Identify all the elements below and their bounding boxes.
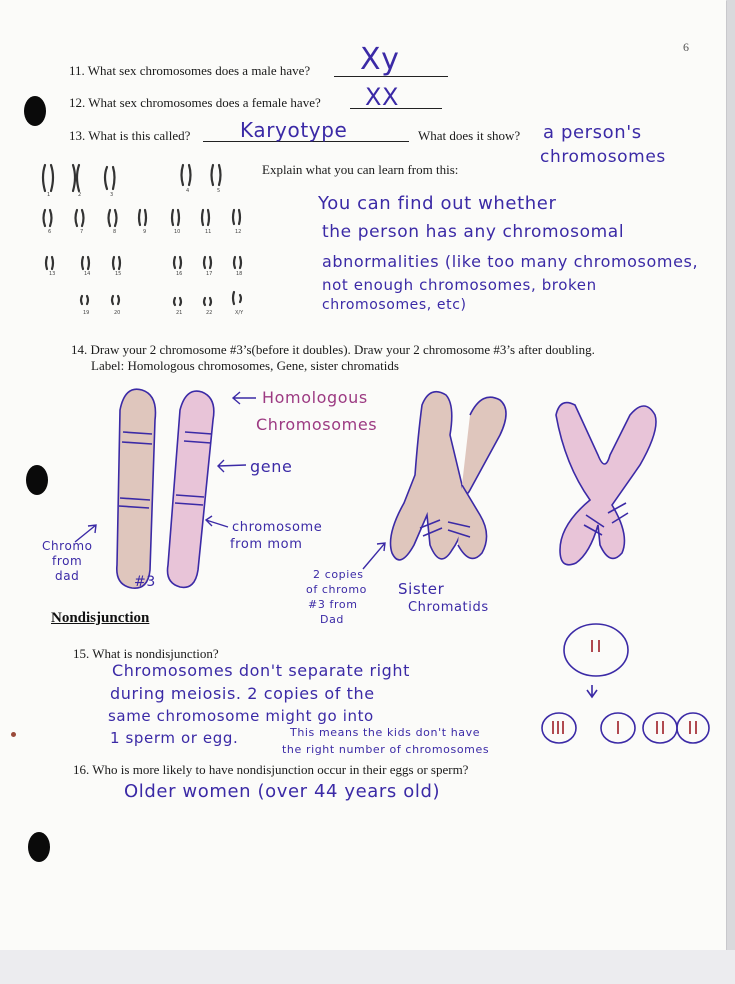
answer-12: XX <box>365 83 400 111</box>
explain-answer-line-3: abnormalities (like too many chromosomes, <box>322 252 699 271</box>
label-gene: gene <box>250 457 293 476</box>
karyotype-label-10: 10 <box>174 229 181 235</box>
answer-15-small-1: This means the kids don't have <box>290 726 481 739</box>
scan-mark <box>11 732 16 737</box>
karyotype-label-5: 5 <box>217 188 221 194</box>
label-copies-3: #3 from <box>308 598 358 611</box>
question-14-line-1: 14. Draw your 2 chromosome #3’s(before it doubles). Draw your 2 chromosome #3’s after doubling. <box>71 342 595 357</box>
label-number-3: #3 <box>134 574 156 590</box>
karyotype-label-19: 19 <box>83 310 90 316</box>
explain-answer-line-1: You can find out whether <box>318 193 557 214</box>
karyotype-label-8: 8 <box>113 229 117 235</box>
karyotype-label-1: 1 <box>47 192 51 198</box>
explain-answer-line-5: chromosomes, etc) <box>322 297 467 313</box>
question-13-show: What does it show? <box>418 128 521 143</box>
question-14-line-2: Label: Homologous chromosomes, Gene, sister chromatids <box>91 358 399 373</box>
answer-15-line-4: 1 sperm or egg. <box>110 729 239 747</box>
answer-11: Xy <box>360 42 400 77</box>
karyotype-label-xy: X/Y <box>235 310 244 316</box>
answer-15-line-2: during meiosis. 2 copies of the <box>110 684 375 703</box>
karyotype-label-9: 9 <box>143 229 147 235</box>
karyotype-label-16: 16 <box>176 271 183 277</box>
answer-15-small-2: the right number of chromosomes <box>282 743 490 756</box>
doubled-chromosome-2-drawing <box>556 403 656 565</box>
label-from-dad-1: Chromo <box>42 539 93 553</box>
section-heading-nondisjunction: Nondisjunction <box>51 610 150 626</box>
label-copies-4: Dad <box>320 613 344 626</box>
karyotype-label-12: 12 <box>235 229 242 235</box>
karyotype-label-7: 7 <box>80 229 84 235</box>
karyotype-label-22: 22 <box>206 310 213 316</box>
question-13-explain: Explain what you can learn from this: <box>262 162 459 177</box>
label-from-dad-3: dad <box>55 569 80 583</box>
karyotype-label-6: 6 <box>48 229 52 235</box>
karyotype-label-15: 15 <box>115 271 122 277</box>
label-from-dad-2: from <box>52 554 83 568</box>
karyotype-label-13: 13 <box>49 271 56 277</box>
binder-hole-bottom <box>28 832 50 862</box>
karyotype-label-11: 11 <box>205 229 212 235</box>
question-11: 11. What sex chromosomes does a male have? <box>69 63 311 78</box>
chromosome-from-mom-drawing <box>168 391 214 587</box>
chromosome-from-dad-drawing <box>117 389 156 588</box>
question-12: 12. What sex chromosomes does a female have? <box>69 95 321 110</box>
karyotype-label-20: 20 <box>114 310 121 316</box>
answer-13: Karyotype <box>240 118 348 142</box>
label-sister-2: Chromatids <box>408 600 489 615</box>
nondisjunction-diagram <box>530 620 730 750</box>
question-16: 16. Who is more likely to have nondisjunction occur in their eggs or sperm? <box>73 762 469 777</box>
label-homologous-1: Homologous <box>262 388 368 407</box>
karyotype-label-17: 17 <box>206 271 213 277</box>
label-copies-1: 2 copies <box>313 568 364 581</box>
chromosome-drawings <box>0 375 735 635</box>
page-number: 6 <box>683 40 689 54</box>
label-from-mom-2: from mom <box>230 537 303 552</box>
karyotype-label-21: 21 <box>176 310 183 316</box>
answer-15-line-3: same chromosome might go into <box>108 707 374 725</box>
answer-16: Older women (over 44 years old) <box>124 781 441 802</box>
explain-answer-line-4: not enough chromosomes, broken <box>322 276 597 294</box>
karyotype-label-2: 2 <box>78 192 82 198</box>
karyotype-label-4: 4 <box>186 188 190 194</box>
explain-answer-line-2: the person has any chromosomal <box>322 222 625 242</box>
label-sister-1: Sister <box>398 580 445 598</box>
question-13: 13. What is this called? <box>69 128 191 143</box>
label-from-mom-1: chromosome <box>232 520 323 535</box>
doubled-chromosome-1-drawing <box>391 392 507 560</box>
answer-15-line-1: Chromosomes don't separate right <box>112 661 411 680</box>
scanner-background <box>0 950 735 984</box>
question-15: 15. What is nondisjunction? <box>73 646 219 661</box>
karyotype-label-3: 3 <box>110 192 114 198</box>
karyotype-label-18: 18 <box>236 271 243 277</box>
binder-hole-top <box>24 96 46 126</box>
karyotype-label-14: 14 <box>84 271 91 277</box>
label-homologous-2: Chromosomes <box>256 415 378 434</box>
answer-13-show-2: chromosomes <box>540 147 666 167</box>
answer-13-show-1: a person's <box>543 122 642 143</box>
label-copies-2: of chromo <box>306 583 367 596</box>
karyotype-image <box>35 155 265 325</box>
